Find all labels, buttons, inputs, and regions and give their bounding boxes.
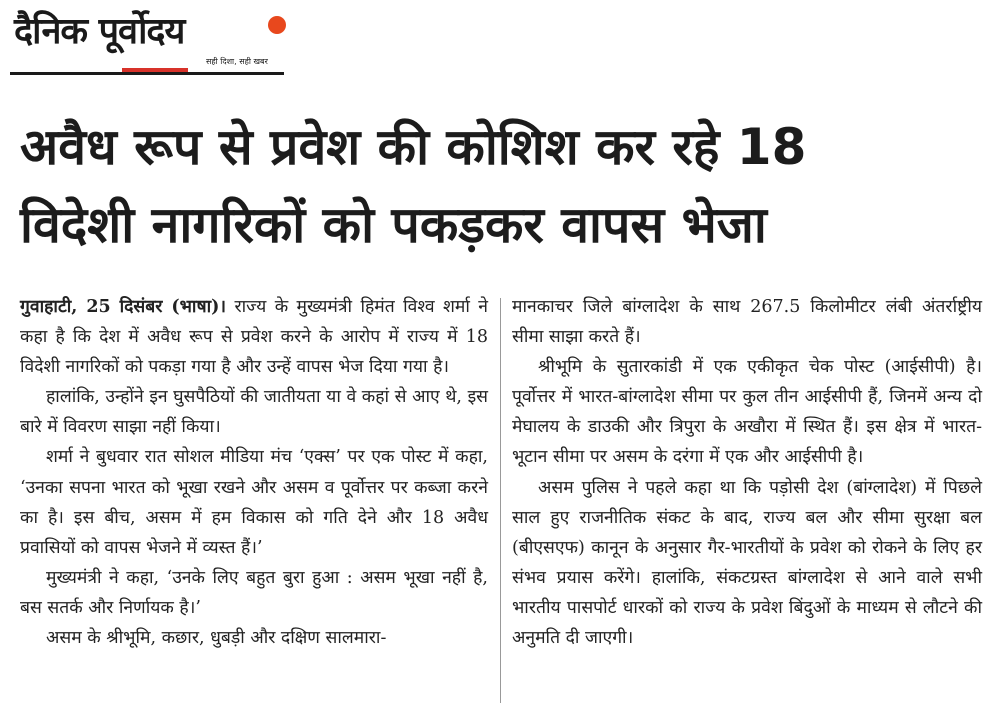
article-paragraph-3: शर्मा ने बुधवार रात सोशल मीडिया मंच ‘एक्स’ पर एक पोस्ट में कहा, ‘उनका सपना भारत को भूखा रखने और असम व पूर्वोत्तर पर कब्जा करने का है। इस बीच, असम में हम विकास को गति देने और 18 अवैध प्रवासियों को वापस भेजने में व्यस्त हैं।’ xyxy=(20,447,488,558)
article-right-column xyxy=(512,292,982,653)
dateline: गुवाहाटी, 25 दिसंबर (भाषा)। xyxy=(20,297,227,317)
headline-line-2: विदेशी नागरिकों को पकड़कर वापस भेजा xyxy=(20,196,767,254)
logo-sun-icon xyxy=(268,16,286,34)
article-paragraph-1 xyxy=(20,292,488,382)
article-paragraph-7: श्रीभूमि के सुतारकांडी में एक एकीकृत चेक पोस्ट (आईसीपी) है। पूर्वोत्तर में भारत-बांग्लादेश सीमा पर कुल तीन आईसीपी हैं, जिनमें अन्य दो मेघालय के डाउकी और त्रिपुरा के अखौरा में स्थित हैं। इस क्षेत्र में भारत-भूटान सीमा पर असम के दरंगा में एक और आईसीपी है। xyxy=(512,357,982,468)
masthead-tagline: सही दिशा, सही खबर xyxy=(206,57,268,66)
article-paragraph-2: हालांकि, उन्होंने इन घुसपैठियों की जातीयता या वे कहां से आए थे, इस बारे में विवरण साझा नहीं किया। xyxy=(20,387,488,438)
article-paragraph-5: असम के श्रीभूमि, कछार, धुबड़ी और दक्षिण सालमारा- xyxy=(46,628,387,649)
article-paragraph-6: मानकाचर जिले बांग्लादेश के साथ 267.5 किलोमीटर लंबी अंतर्राष्ट्रीय सीमा साझा करते हैं। xyxy=(512,297,982,348)
article-left-column xyxy=(20,292,488,653)
headline-line-1: अवैध रूप से प्रवेश की कोशिश कर रहे 18 xyxy=(20,118,807,176)
column-divider xyxy=(500,298,501,703)
article-paragraph-4: मुख्यमंत्री ने कहा, ‘उनके लिए बहुत बुरा हुआ : असम भूखा नहीं है, बस सतर्क और निर्णायक है।’ xyxy=(20,567,488,618)
article-paragraph-1-text: राज्य के मुख्यमंत्री हिमंत विश्व शर्मा ने कहा है कि देश में अवैध रूप से प्रवेश करने के आरोप में राज्य में 18 विदेशी नागरिकों को पकड़ा गया है और उन्हें वापस भेज दिया गया है। xyxy=(20,297,488,378)
newspaper-logo: दैनिक पूर्वोदय xyxy=(14,11,185,52)
headline xyxy=(20,108,990,264)
article-paragraph-8: असम पुलिस ने पहले कहा था कि पड़ोसी देश (बांग्लादेश) में पिछले साल हुए राजनीतिक संकट के बाद, राज्य बल और सीमा सुरक्षा बल (बीएसएफ) कानून के अनुसार गैर-भारतीयों के प्रवेश को रोकने के लिए हर संभव प्रयास करेंगे। हालांकि, संकटग्रस्त बांग्लादेश से आने वाले सभी भारतीय पासपोर्ट धारकों को राज्य के प्रवेश बिंदुओं के माध्यम से लौटने की अनुमति दी जाएगी। xyxy=(512,477,982,649)
masthead-rule xyxy=(10,72,284,75)
masthead xyxy=(10,4,300,74)
